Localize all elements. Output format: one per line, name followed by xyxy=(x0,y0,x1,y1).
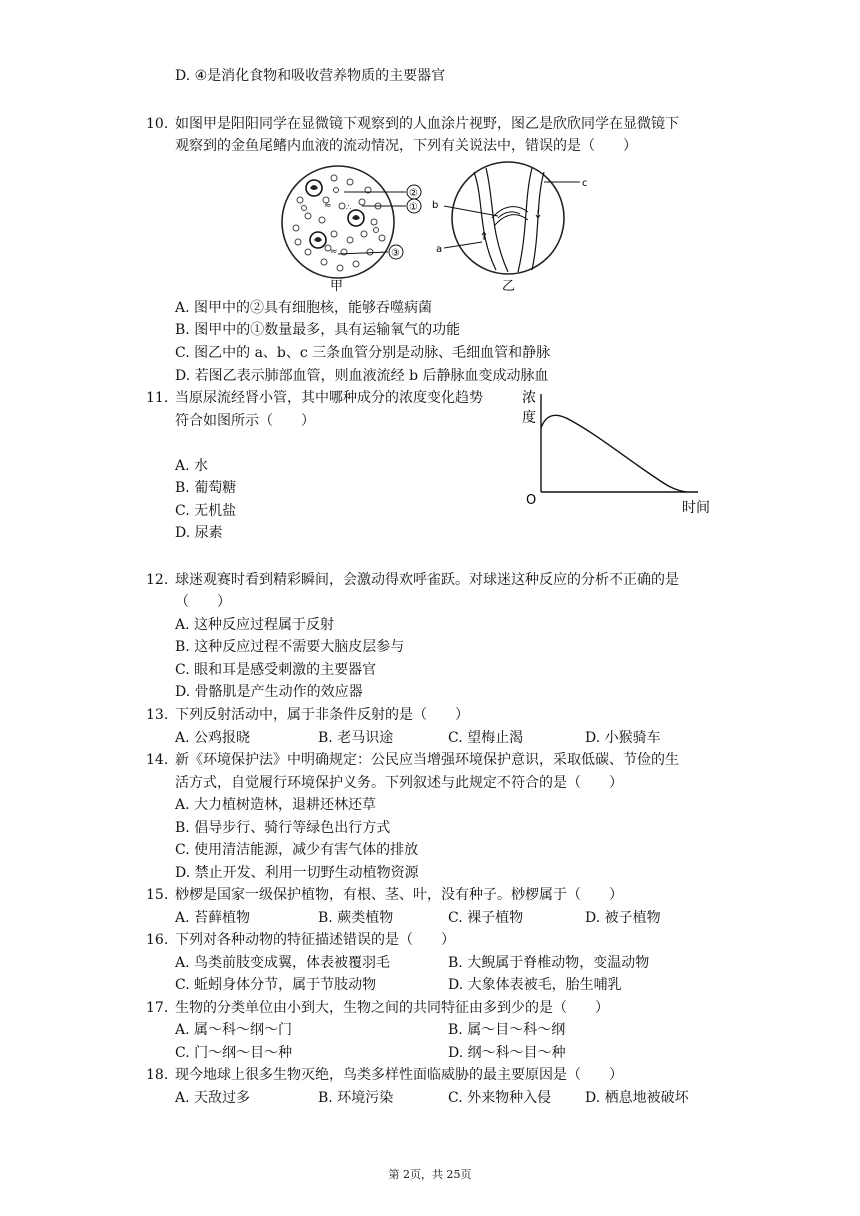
page-footer: 第 2页，共 25页 xyxy=(388,1168,472,1181)
option-carry-d: D. ④是消化食物和吸收营养物质的主要器官 xyxy=(175,68,446,84)
figure-left-caption: 甲 xyxy=(330,279,344,294)
question-16-number: 16. xyxy=(146,932,169,948)
question-11-option-a: A. 水 xyxy=(175,458,209,474)
question-12-text-1: 球迷观赛时看到精彩瞬间，会激动得欢呼雀跃。对球迷这种反应的分析不正确的是 xyxy=(175,572,679,588)
graph-xlabel: 时间 xyxy=(682,500,710,516)
question-17-option-b: B. 属～目～科～纲 xyxy=(448,1022,566,1038)
question-13-option-b: B. 老马识途 xyxy=(318,730,394,746)
question-16-option-b: B. 大鲵属于脊椎动物，变温动物 xyxy=(448,955,650,971)
question-10-option-a: A. 图甲中的②具有细胞核，能够吞噬病菌 xyxy=(175,300,433,316)
question-11-text-2: 符合如图所示（ ） xyxy=(175,413,315,429)
question-11-option-c: C. 无机盐 xyxy=(175,503,237,519)
question-14-option-b: B. 倡导步行、骑行等绿色出行方式 xyxy=(175,820,391,836)
question-12-option-b: B. 这种反应过程不需要大脑皮层参与 xyxy=(175,639,405,655)
question-12-option-d: D. 骨骼肌是产生动作的效应器 xyxy=(175,684,363,700)
question-18-option-c: C. 外来物种入侵 xyxy=(448,1090,552,1106)
question-18-option-d: D. 栖息地被破坏 xyxy=(585,1090,689,1106)
question-15-number: 15. xyxy=(146,887,169,903)
question-11-number: 11. xyxy=(146,390,169,406)
question-15-option-d: D. 被子植物 xyxy=(585,910,661,926)
marker-3-label: ③ xyxy=(391,248,400,259)
marker-2-label: ② xyxy=(409,188,418,199)
question-13-option-d: D. 小猴骑车 xyxy=(585,730,661,746)
question-18-number: 18. xyxy=(146,1067,169,1083)
question-18-option-b: B. 环境污染 xyxy=(318,1090,394,1106)
svg-text:≈: ≈ xyxy=(324,201,332,211)
question-14-text-1: 新《环境保护法》中明确规定：公民应当增强环境保护意识，采取低碳、节俭的生 xyxy=(175,752,679,768)
question-15-option-c: C. 裸子植物 xyxy=(448,910,524,926)
question-13-option-c: C. 望梅止渴 xyxy=(448,730,524,746)
fin-vessel-diagram xyxy=(432,162,588,294)
concentration-graph xyxy=(516,386,726,518)
question-12-option-a: A. 这种反应过程属于反射 xyxy=(175,617,335,633)
question-11-text-1: 当原尿流经肾小管，其中哪种成分的浓度变化趋势 xyxy=(175,390,483,406)
question-18-text-1: 现今地球上很多生物灭绝，鸟类多样性面临威胁的最主要原因是（ ） xyxy=(175,1067,623,1083)
question-18-option-a: A. 天敌过多 xyxy=(175,1090,251,1106)
question-10-option-c: C. 图乙中的 a、b、c 三条血管分别是动脉、毛细血管和静脉 xyxy=(175,345,551,361)
question-10-number: 10. xyxy=(146,116,169,132)
question-13-option-a: A. 公鸡报晓 xyxy=(175,730,251,746)
question-13-text-1: 下列反射活动中，属于非条件反射的是（ ） xyxy=(175,707,469,723)
svg-text:∴: ∴ xyxy=(346,203,352,212)
question-10-text-2: 观察到的金鱼尾鳍内血液的流动情况，下列有关说法中，错误的是（ ） xyxy=(175,138,637,154)
question-13-number: 13. xyxy=(146,707,169,723)
question-11-option-b: B. 葡萄糖 xyxy=(175,480,237,496)
question-11-option-d: D. 尿素 xyxy=(175,525,223,541)
graph-origin: O xyxy=(526,493,537,508)
vessel-a-label: a xyxy=(436,244,443,255)
question-12-option-c: C. 眼和耳是感受刺激的主要器官 xyxy=(175,662,377,678)
marker-1-label: ① xyxy=(409,202,418,213)
question-10-option-d: D. 若图乙表示肺部血管，则血液流经 b 后静脉血变成动脉血 xyxy=(175,368,549,384)
question-15-option-b: B. 蕨类植物 xyxy=(318,910,394,926)
question-15-option-a: A. 苔藓植物 xyxy=(175,910,251,926)
figure-right-caption: 乙 xyxy=(502,279,516,294)
question-16-text-1: 下列对各种动物的特征描述错误的是（ ） xyxy=(175,932,455,948)
question-12-number: 12. xyxy=(146,572,169,588)
question-16-option-a: A. 鸟类前肢变成翼，体表被覆羽毛 xyxy=(175,955,391,971)
question-14-option-c: C. 使用清洁能源，减少有害气体的排放 xyxy=(175,842,419,858)
question-17-option-c: C. 门～纲～目～种 xyxy=(175,1045,293,1061)
question-14-option-d: D. 禁止开发、利用一切野生动植物资源 xyxy=(175,865,419,881)
svg-text:≈: ≈ xyxy=(330,247,338,257)
question-17-option-d: D. 纲～科～目～种 xyxy=(448,1045,566,1061)
question-17-option-a: A. 属～科～纲～门 xyxy=(175,1022,293,1038)
blood-figure xyxy=(278,160,598,296)
question-17-number: 17. xyxy=(146,1000,169,1016)
question-15-text-1: 桫椤是国家一级保护植物，有根、茎、叶，没有种子。桫椤属于（ ） xyxy=(175,887,623,903)
question-12-text-2: （ ） xyxy=(175,594,231,610)
question-16-option-c: C. 蚯蚓身体分节，属于节肢动物 xyxy=(175,977,377,993)
question-10-text-1: 如图甲是阳阳同学在显微镜下观察到的人血涂片视野，图乙是欣欣同学在显微镜下 xyxy=(175,116,679,132)
vessel-c-label: c xyxy=(582,178,588,189)
vessel-b-label: b xyxy=(432,200,439,211)
question-17-text-1: 生物的分类单位由小到大，生物之间的共同特征由多到少的是（ ） xyxy=(175,1000,609,1016)
graph-ylabel-1: 浓 xyxy=(522,390,536,406)
blood-smear-diagram xyxy=(282,166,421,294)
question-14-text-2: 活方式，自觉履行环境保护义务。下列叙述与此规定不符合的是（ ） xyxy=(175,775,623,791)
graph-curve xyxy=(541,415,686,492)
question-14-option-a: A. 大力植树造林，退耕还林还草 xyxy=(175,797,377,813)
graph-ylabel-2: 度 xyxy=(522,410,536,426)
question-14-number: 14. xyxy=(146,752,169,768)
question-10-option-b: B. 图甲中的①数量最多，具有运输氧气的功能 xyxy=(175,322,461,338)
question-16-option-d: D. 大象体表被毛，胎生哺乳 xyxy=(448,977,622,993)
